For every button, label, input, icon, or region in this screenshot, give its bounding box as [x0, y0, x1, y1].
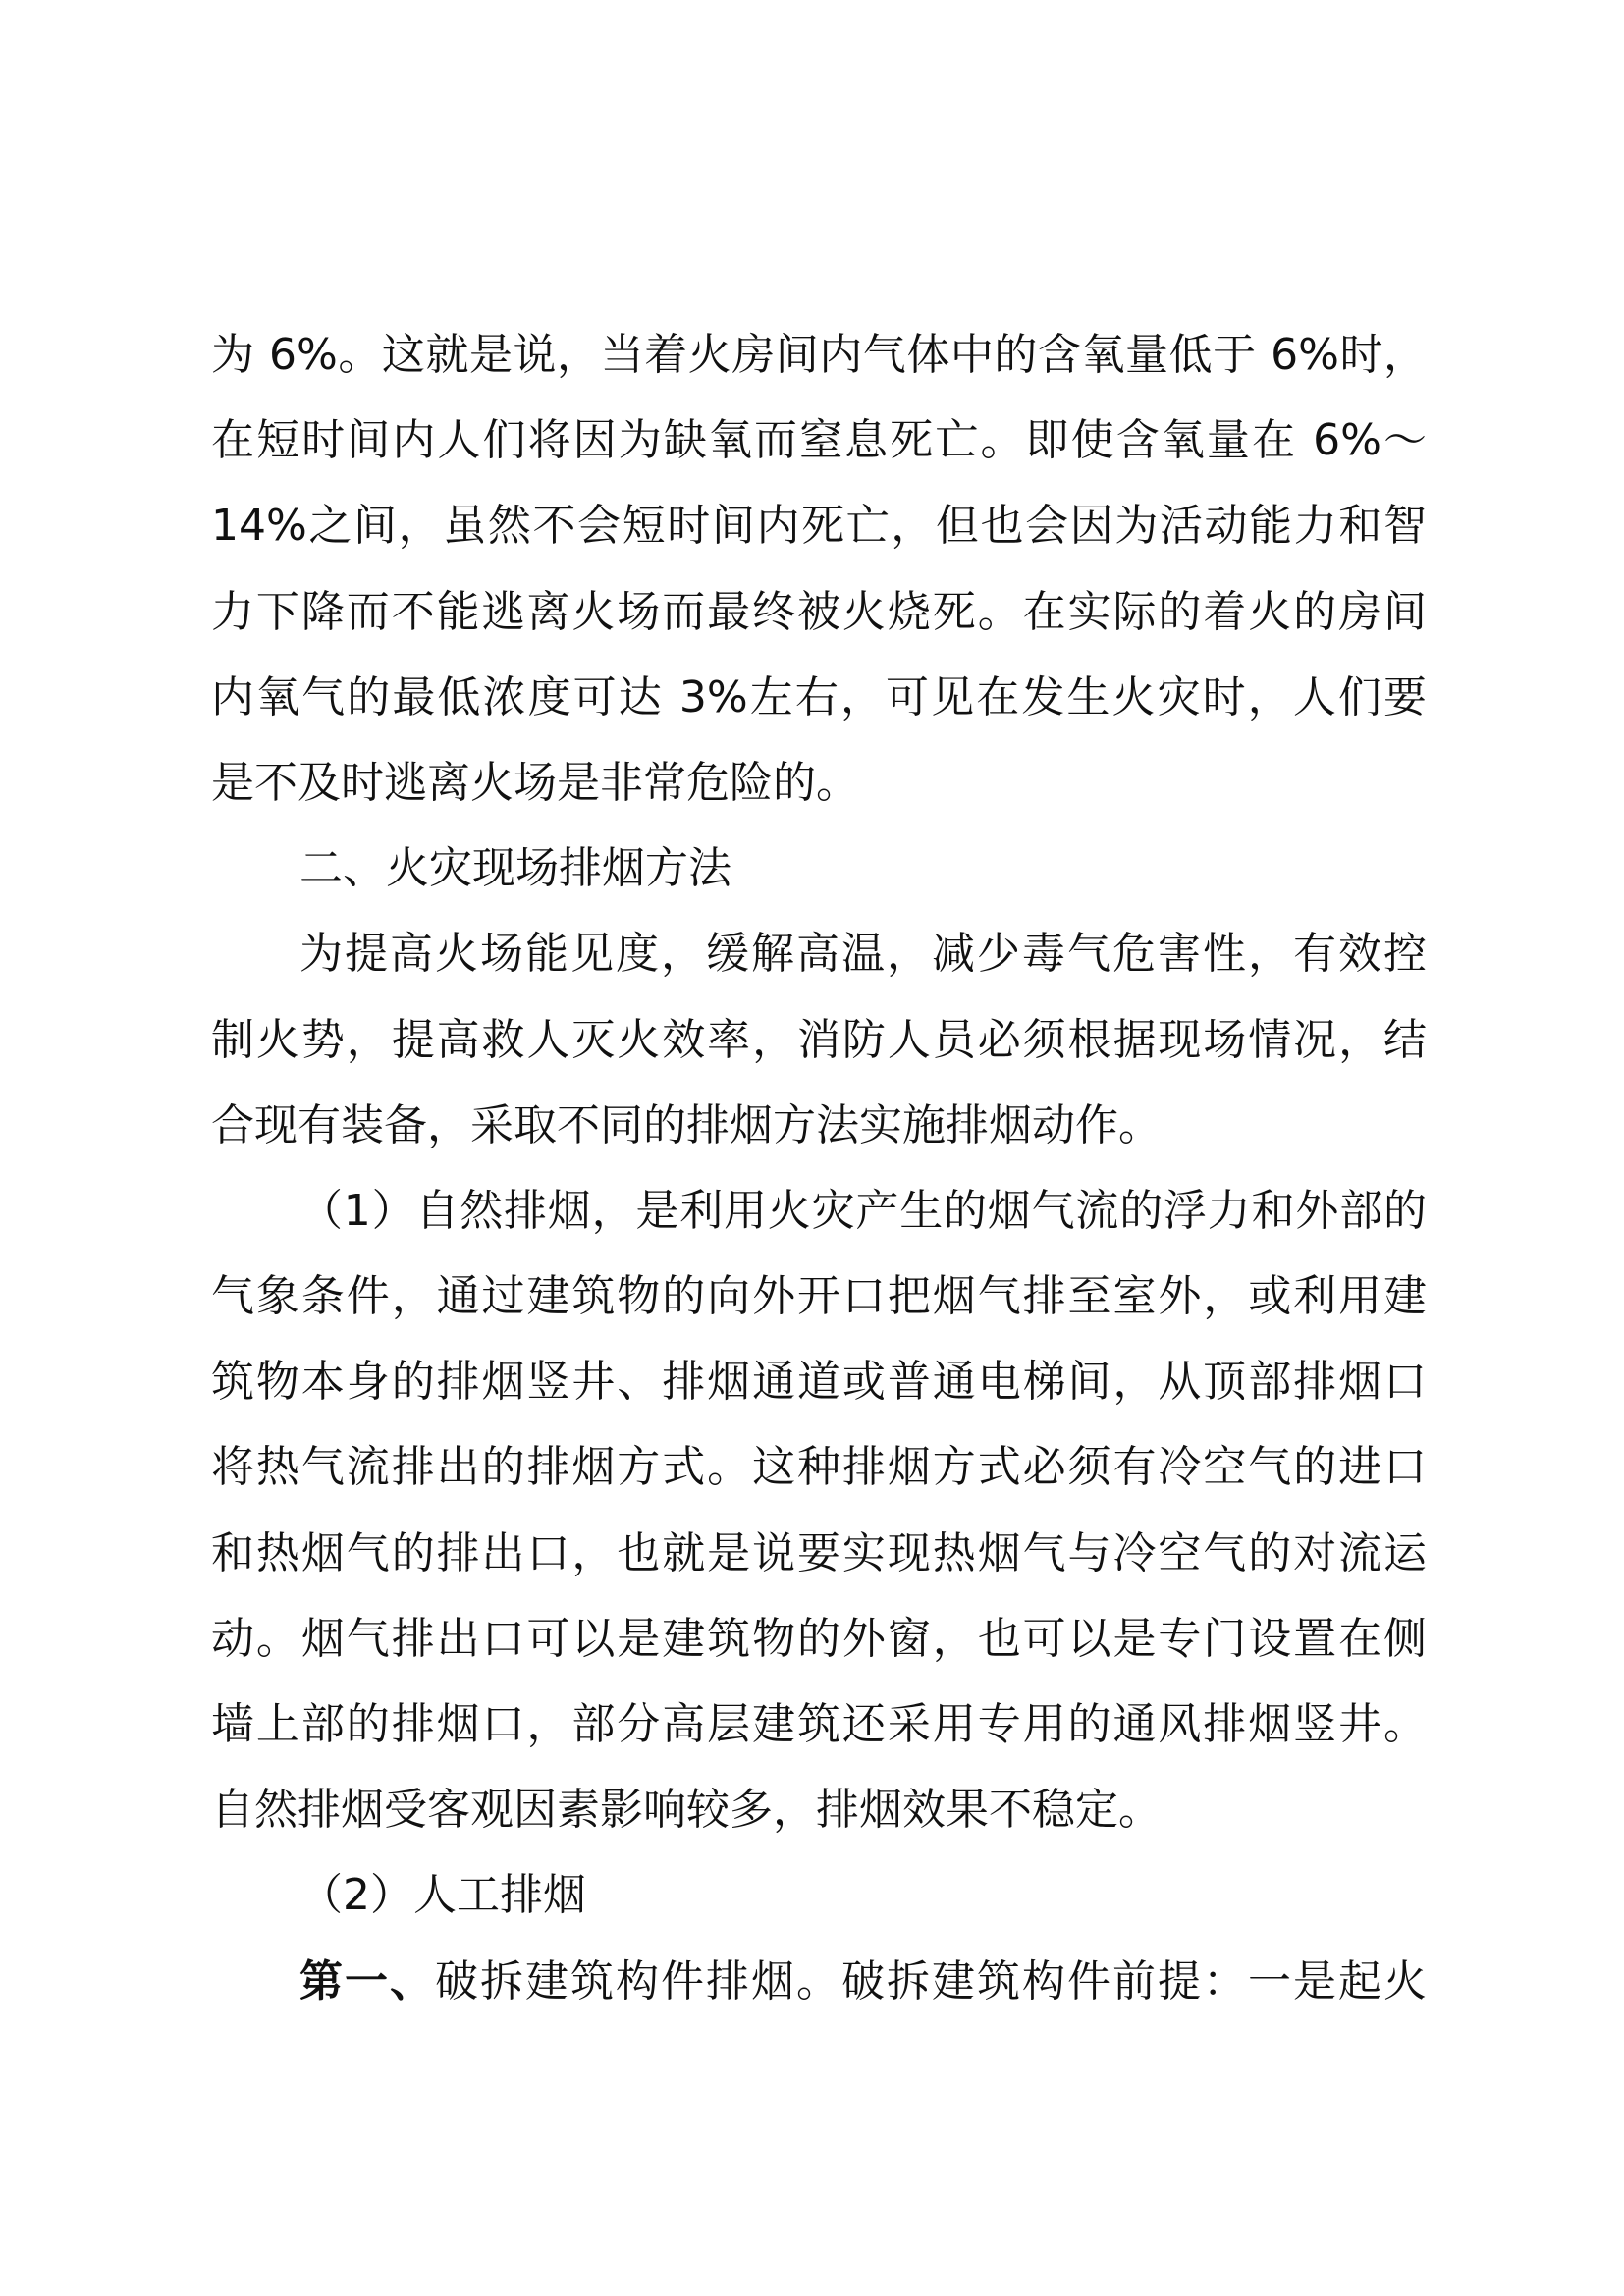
body-text-line: 力下降而不能逃离火场而最终被火烧死。在实际的着火的房间 — [211, 586, 1427, 637]
body-text-line: 和热烟气的排出口，也就是说要实现热烟气与冷空气的对流运 — [211, 1527, 1427, 1578]
body-text-line: 14%之间，虽然不会短时间内死亡，但也会因为活动能力和智 — [211, 501, 1427, 552]
body-text-line — [211, 1939, 1427, 2024]
body-text-line: 将热气流排出的排烟方式。这种排烟方式必须有冷空气的进口 — [211, 1442, 1427, 1493]
bold-lead-text: 第一、 — [299, 1955, 435, 2006]
body-text-line: 内氧气的最低浓度可达 3%左右，可见在发生火灾时，人们要 — [211, 671, 1427, 722]
body-text-line: 是不及时逃离火场是非常危险的。 — [211, 757, 859, 808]
body-text-line: 墙上部的排烟口，部分高层建筑还采用专用的通风排烟竖井。 — [211, 1699, 1427, 1749]
body-text-line: 自然排烟受客观因素影响较多，排烟效果不稳定。 — [211, 1785, 1162, 1836]
body-text-line: 动。烟气排出口可以是建筑物的外窗，也可以是专门设置在侧 — [211, 1613, 1427, 1664]
body-text-line: 制火势，提高救人灭火效率，消防人员必须根据现场情况，结 — [211, 1014, 1427, 1065]
body-text-line: 为提高火场能见度，缓解高温，减少毒气危害性，有效控 — [299, 929, 1427, 980]
section-heading: 二、火灾现场排烟方法 — [299, 843, 731, 894]
body-text: 破拆建筑构件排烟。破拆建筑构件前提：一是起火 — [435, 1955, 1427, 2006]
subsection-heading: （2）人工排烟 — [299, 1870, 586, 1921]
body-text-line: 为 6%。这就是说，当着火房间内气体中的含氧量低于 6%时， — [211, 330, 1427, 380]
document-page — [211, 312, 1427, 2024]
body-text-line: 在短时间内人们将因为缺氧而窒息死亡。即使含氧量在 6%～ — [211, 415, 1427, 466]
body-text-line: （1）自然排烟，是利用火灾产生的烟气流的浮力和外部的 — [299, 1185, 1427, 1236]
body-text-line: 气象条件，通过建筑物的向外开口把烟气排至室外，或利用建 — [211, 1271, 1427, 1322]
body-text-line: 合现有装备，采取不同的排烟方法实施排烟动作。 — [211, 1099, 1162, 1150]
body-text-line: 筑物本身的排烟竖井、排烟通道或普通电梯间，从顶部排烟口 — [211, 1357, 1427, 1408]
